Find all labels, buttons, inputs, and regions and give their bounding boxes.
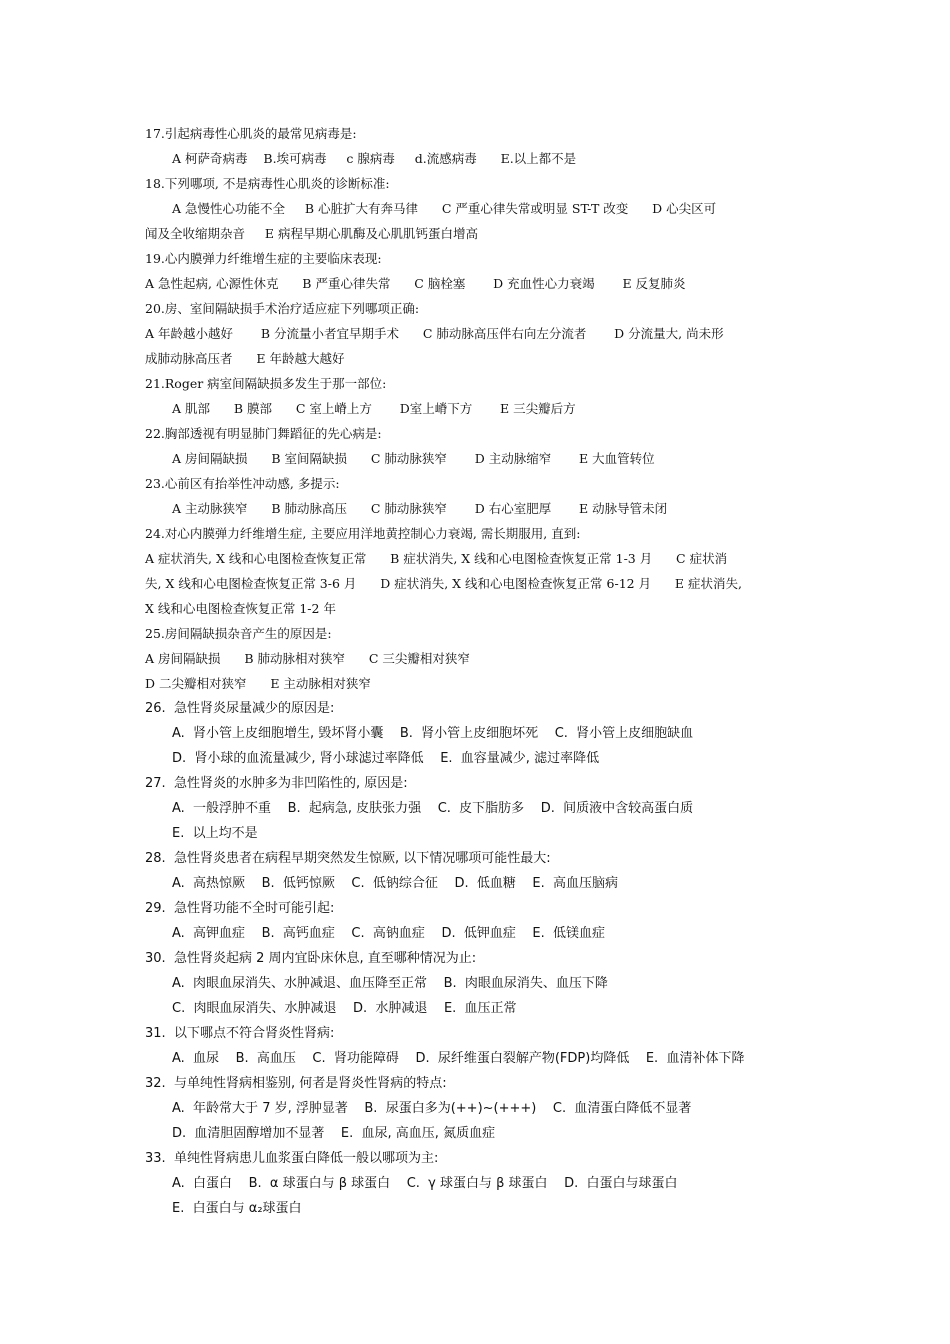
question-26-options-cont: D. 肾小球的血流量减少, 肾小球滤过率降低 E. 血容量减少, 滤过率降低 — [172, 751, 600, 766]
question-24-options-cont: 失, X 线和心电图检查恢复正常 3-6 月 D 症状消失, X 线和心电图检查恢复正常 6-12 月 E 症状消失, — [145, 576, 742, 591]
question-20-options-cont: 成肺动脉高压者 E 年龄越大越好 — [145, 351, 345, 366]
question-33-stem: 33. 单纯性肾病患儿血浆蛋白降低一般以哪项为主: — [145, 1151, 439, 1166]
question-23-stem: 23.心前区有抬举性冲动感, 多提示: — [145, 476, 340, 491]
question-33-options: A. 白蛋白 B. α 球蛋白与 β 球蛋白 C. γ 球蛋白与 β 球蛋白 D. 白蛋白与球蛋白 — [172, 1176, 678, 1191]
question-32-stem: 32. 与单纯性肾病相鉴别, 何者是肾炎性肾病的特点: — [145, 1076, 447, 1091]
question-30-stem: 30. 急性肾炎起病 2 周内宜卧床休息, 直至哪种情况为止: — [145, 951, 477, 966]
question-26-options: A. 肾小管上皮细胞增生, 毁坏肾小囊 B. 肾小管上皮细胞坏死 C. 肾小管上皮细胞缺血 — [172, 726, 694, 741]
question-27-options-cont: E. 以上均不是 — [172, 826, 258, 841]
question-30-options-cont: C. 肉眼血尿消失、水肿减退 D. 水肿减退 E. 血压正常 — [172, 1001, 517, 1016]
question-31-options: A. 血尿 B. 高血压 C. 肾功能障碍 D. 尿纤维蛋白裂解产物(FDP)均降低 E. 血清补体下降 — [172, 1051, 745, 1066]
question-23-options: A 主动脉狭窄 B 肺动脉高压 C 肺动脉狭窄 D 右心室肥厚 E 动脉导管未闭 — [172, 501, 668, 516]
question-27-stem: 27. 急性肾炎的水肿多为非凹陷性的, 原因是: — [145, 776, 408, 791]
question-26-stem: 26. 急性肾炎尿量减少的原因是: — [145, 701, 335, 716]
question-18-stem: 18.下列哪项, 不是病毒性心肌炎的诊断标准: — [145, 176, 390, 191]
question-25-options-cont: D 二尖瓣相对狭窄 E 主动脉相对狭窄 — [145, 676, 371, 691]
question-18-options-cont: 闻及全收缩期杂音 E 病程早期心肌酶及心肌肌钙蛋白增高 — [145, 226, 478, 241]
question-22-stem: 22.胸部透视有明显肺门舞蹈征的先心病是: — [145, 426, 382, 441]
question-29-options: A. 高钾血症 B. 高钙血症 C. 高钠血症 D. 低钾血症 E. 低镁血症 — [172, 926, 605, 941]
question-24-options-cont2: X 线和心电图检查恢复正常 1-2 年 — [145, 601, 336, 616]
question-18-options: A 急慢性心功能不全 B 心脏扩大有奔马律 C 严重心律失常或明显 ST-T 改变 D 心尖区可 — [172, 201, 717, 216]
question-25-stem: 25.房间隔缺损杂音产生的原因是: — [145, 626, 332, 641]
question-20-stem: 20.房、室间隔缺损手术治疗适应症下列哪项正确: — [145, 301, 420, 316]
question-30-options: A. 肉眼血尿消失、水肿减退、血压降至正常 B. 肉眼血尿消失、血压下降 — [172, 976, 608, 991]
question-20-options: A 年龄越小越好 B 分流量小者宜早期手术 C 肺动脉高压伴右向左分流者 D 分流量大, 尚未形 — [145, 326, 724, 341]
question-25-options: A 房间隔缺损 B 肺动脉相对狭窄 C 三尖瓣相对狭窄 — [145, 651, 470, 666]
question-32-options-cont: D. 血清胆固醇增加不显著 E. 血尿, 高血压, 氮质血症 — [172, 1126, 496, 1141]
question-17-options: A 柯萨奇病毒 B.埃可病毒 c 腺病毒 d.流感病毒 E.以上都不是 — [172, 151, 577, 166]
question-17-stem: 17.引起病毒性心肌炎的最常见病毒是: — [145, 126, 357, 141]
question-21-stem: 21.Roger 病室间隔缺损多发生于那一部位: — [145, 376, 387, 391]
question-22-options: A 房间隔缺损 B 室间隔缺损 C 肺动脉狭窄 D 主动脉缩窄 E 大血管转位 — [172, 451, 655, 466]
question-32-options: A. 年龄常大于 7 岁, 浮肿显著 B. 尿蛋白多为(++)~(+++) C. 血清蛋白降低不显著 — [172, 1101, 692, 1116]
question-24-options: A 症状消失, X 线和心电图检查恢复正常 B 症状消失, X 线和心电图检查恢复正常 1-3 月 C 症状消 — [145, 551, 728, 566]
question-19-stem: 19.心内膜弹力纤维增生症的主要临床表现: — [145, 251, 382, 266]
question-19-options: A 急性起病, 心源性休克 B 严重心律失常 C 脑栓塞 D 充血性心力衰竭 E 反复肺炎 — [145, 276, 686, 291]
question-28-stem: 28. 急性肾炎患者在病程早期突然发生惊厥, 以下情况哪项可能性最大: — [145, 851, 551, 866]
question-21-options: A 肌部 B 膜部 C 室上嵴上方 D室上嵴下方 E 三尖瓣后方 — [172, 401, 576, 416]
question-27-options: A. 一般浮肿不重 B. 起病急, 皮肤张力强 C. 皮下脂肪多 D. 间质液中含较高蛋白质 — [172, 801, 694, 816]
question-28-options: A. 高热惊厥 B. 低钙惊厥 C. 低钠综合征 D. 低血糖 E. 高血压脑病 — [172, 876, 618, 891]
question-29-stem: 29. 急性肾功能不全时可能引起: — [145, 901, 335, 916]
question-31-stem: 31. 以下哪点不符合肾炎性肾病: — [145, 1026, 335, 1041]
question-33-options-cont: E. 白蛋白与 α₂球蛋白 — [172, 1201, 302, 1216]
question-24-stem: 24.对心内膜弹力纤维增生症, 主要应用洋地黄控制心力衰竭, 需长期服用, 直到: — [145, 526, 581, 541]
